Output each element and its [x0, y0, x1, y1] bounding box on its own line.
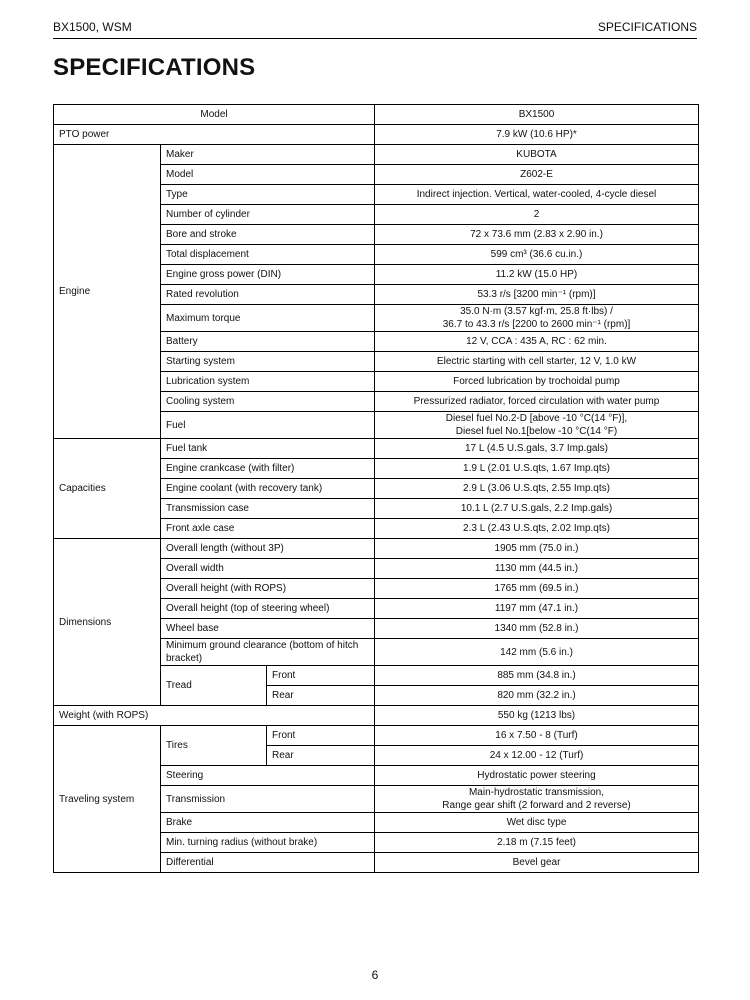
row-label: Lubrication system	[161, 372, 375, 392]
tires-rear-label: Rear	[267, 746, 375, 766]
row-label: Overall height (with ROPS)	[161, 579, 375, 599]
row-value: Electric starting with cell starter, 12 V, 1.0 kW	[375, 352, 699, 372]
row-value: 550 kg (1213 lbs)	[375, 706, 699, 726]
row-label: Starting system	[161, 352, 375, 372]
table-row	[54, 726, 699, 746]
row-label: Engine gross power (DIN)	[161, 265, 375, 285]
value-line: Range gear shift (2 forward and 2 reverse)	[442, 800, 631, 811]
group-label-traveling-system: Traveling system	[54, 726, 161, 873]
row-label: Overall height (top of steering wheel)	[161, 599, 375, 619]
tread-front-value: 885 mm (34.8 in.)	[375, 666, 699, 686]
row-value: 7.9 kW (10.6 HP)*	[375, 125, 699, 145]
group-label-capacities: Capacities	[54, 439, 161, 539]
group-label-engine: Engine	[54, 145, 161, 439]
table-row	[54, 439, 699, 459]
row-label: Differential	[161, 853, 375, 873]
table-row	[54, 125, 699, 145]
value-line: 36.7 to 43.3 r/s [2200 to 2600 min⁻¹ (rpm)]	[442, 319, 631, 330]
tires-label: Tires	[161, 726, 267, 766]
row-label: Front axle case	[161, 519, 375, 539]
value-line: 35.0 N·m (3.57 kgf·m, 25.8 ft·lbs) /	[460, 306, 613, 317]
row-label: Rated revolution	[161, 285, 375, 305]
row-label: Maker	[161, 145, 375, 165]
row-label: Cooling system	[161, 392, 375, 412]
group-label-dimensions: Dimensions	[54, 539, 161, 706]
model-header-label: Model	[54, 105, 375, 125]
row-label: Steering	[161, 766, 375, 786]
value-line: Main-hydrostatic transmission,	[468, 787, 605, 798]
row-label: Minimum ground clearance (bottom of hitch bracket)	[161, 639, 375, 666]
table-row	[54, 539, 699, 559]
row-value: 2.18 m (7.15 feet)	[375, 833, 699, 853]
tread-rear-label: Rear	[267, 686, 375, 706]
row-value: 1765 mm (69.5 in.)	[375, 579, 699, 599]
model-header-value: BX1500	[375, 105, 699, 125]
tires-front-value: 16 x 7.50 - 8 (Turf)	[375, 726, 699, 746]
row-value: Pressurized radiator, forced circulation with water pump	[375, 392, 699, 412]
row-label: Engine crankcase (with filter)	[161, 459, 375, 479]
row-value: Bevel gear	[375, 853, 699, 873]
tires-front-label: Front	[267, 726, 375, 746]
row-label: Min. turning radius (without brake)	[161, 833, 375, 853]
row-label: Overall length (without 3P)	[161, 539, 375, 559]
row-value	[375, 412, 699, 439]
row-label: PTO power	[54, 125, 375, 145]
row-value: Wet disc type	[375, 813, 699, 833]
row-label: Fuel	[161, 412, 375, 439]
row-label: Overall width	[161, 559, 375, 579]
row-label: Model	[161, 165, 375, 185]
row-value: 10.1 L (2.7 U.S.gals, 2.2 Imp.gals)	[375, 499, 699, 519]
row-label: Type	[161, 185, 375, 205]
row-value: 142 mm (5.6 in.)	[375, 639, 699, 666]
row-value: Indirect injection. Vertical, water-cooled, 4-cycle diesel	[375, 185, 699, 205]
row-value: 2.9 L (3.06 U.S.qts, 2.55 Imp.qts)	[375, 479, 699, 499]
row-value: 599 cm³ (36.6 cu.in.)	[375, 245, 699, 265]
table-header-row	[54, 105, 699, 125]
row-label: Maximum torque	[161, 305, 375, 332]
tread-rear-value: 820 mm (32.2 in.)	[375, 686, 699, 706]
row-value: 53.3 r/s [3200 min⁻¹ (rpm)]	[375, 285, 699, 305]
row-value: 1197 mm (47.1 in.)	[375, 599, 699, 619]
row-label: Wheel base	[161, 619, 375, 639]
row-value	[375, 305, 699, 332]
table-row	[54, 706, 699, 726]
row-value: 2.3 L (2.43 U.S.qts, 2.02 Imp.qts)	[375, 519, 699, 539]
row-label: Number of cylinder	[161, 205, 375, 225]
row-value: 2	[375, 205, 699, 225]
row-value: 17 L (4.5 U.S.gals, 3.7 Imp.gals)	[375, 439, 699, 459]
tread-front-label: Front	[267, 666, 375, 686]
row-label: Transmission	[161, 786, 375, 813]
row-value: 11.2 kW (15.0 HP)	[375, 265, 699, 285]
row-label: Total displacement	[161, 245, 375, 265]
row-value: 1130 mm (44.5 in.)	[375, 559, 699, 579]
tires-rear-value: 24 x 12.00 - 12 (Turf)	[375, 746, 699, 766]
table-row	[54, 145, 699, 165]
page-title: SPECIFICATIONS	[53, 54, 256, 81]
page-header	[53, 18, 697, 39]
row-value: 1.9 L (2.01 U.S.qts, 1.67 Imp.qts)	[375, 459, 699, 479]
header-doc-title: BX1500, WSM	[53, 20, 132, 34]
header-section: SPECIFICATIONS	[597, 20, 697, 34]
row-label: Bore and stroke	[161, 225, 375, 245]
row-value: Forced lubrication by trochoidal pump	[375, 372, 699, 392]
row-value: 72 x 73.6 mm (2.83 x 2.90 in.)	[375, 225, 699, 245]
row-value: 12 V, CCA : 435 A, RC : 62 min.	[375, 332, 699, 352]
row-value: KUBOTA	[375, 145, 699, 165]
row-value: Hydrostatic power steering	[375, 766, 699, 786]
row-value: Z602-E	[375, 165, 699, 185]
row-label: Transmission case	[161, 499, 375, 519]
row-value: 1905 mm (75.0 in.)	[375, 539, 699, 559]
specifications-table	[53, 104, 699, 873]
row-label: Fuel tank	[161, 439, 375, 459]
tread-label: Tread	[161, 666, 267, 706]
value-line: Diesel fuel No.1[below -10 °C(14 °F)	[455, 426, 618, 437]
row-value: 1340 mm (52.8 in.)	[375, 619, 699, 639]
row-label: Brake	[161, 813, 375, 833]
page-number: 6	[371, 968, 379, 982]
row-label: Engine coolant (with recovery tank)	[161, 479, 375, 499]
row-value	[375, 786, 699, 813]
row-label: Weight (with ROPS)	[54, 706, 375, 726]
value-line: Diesel fuel No.2-D [above -10 °C(14 °F)],	[445, 413, 628, 424]
row-label: Battery	[161, 332, 375, 352]
